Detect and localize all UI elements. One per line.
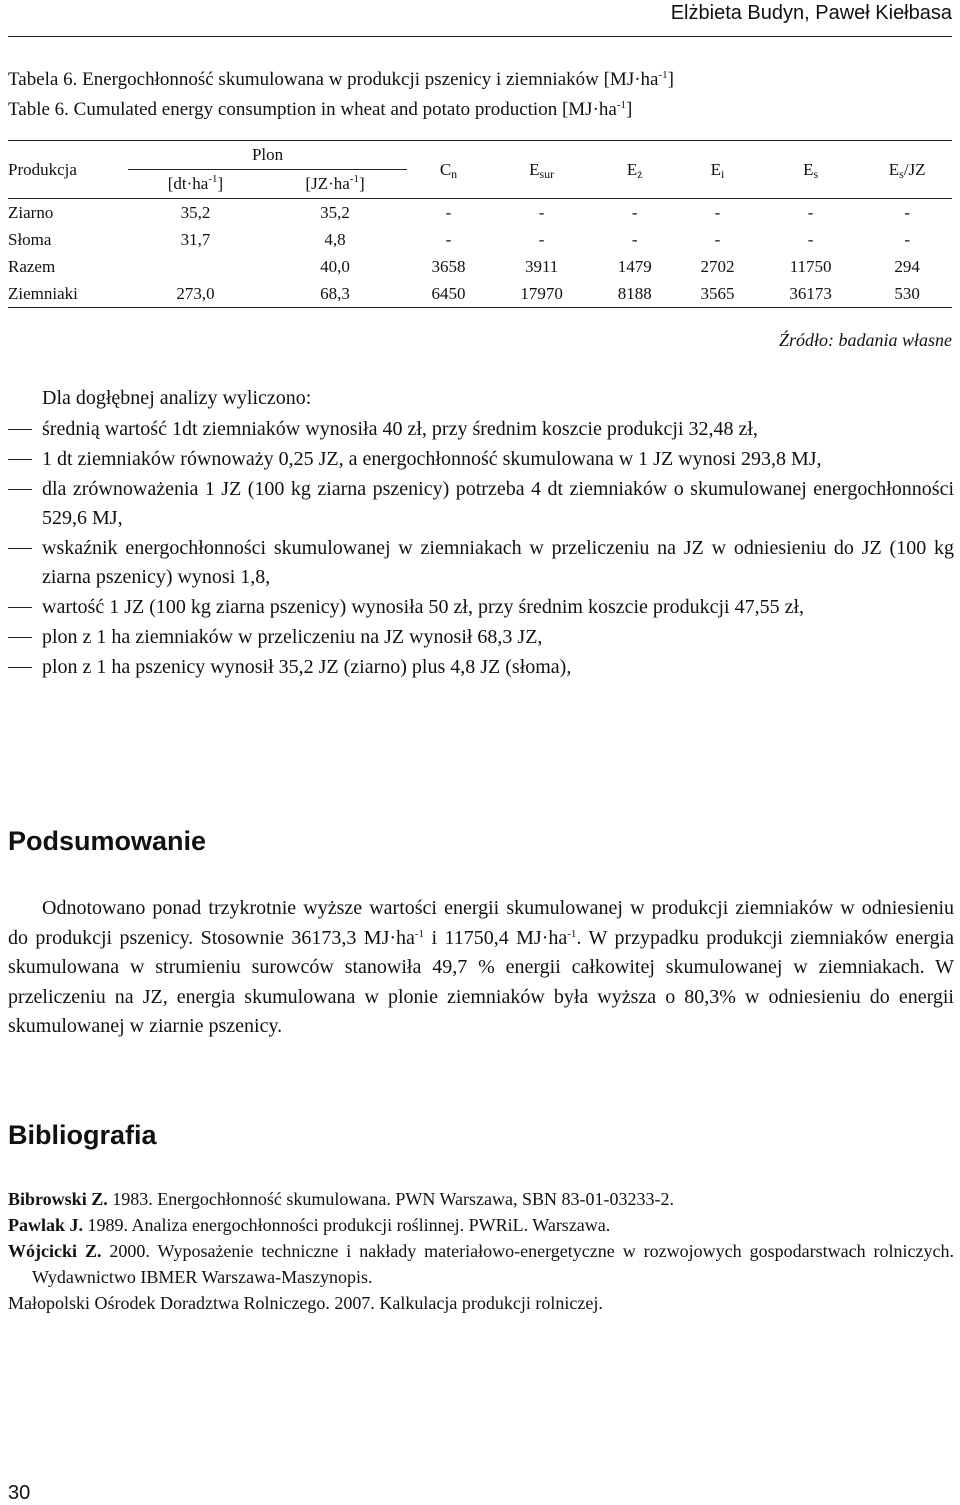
- table-cell: 3911: [524, 256, 559, 276]
- running-header: Elżbieta Budyn, Paweł Kiełbasa: [670, 2, 952, 24]
- list-item: [8, 653, 954, 682]
- table-cell: 294: [894, 256, 920, 276]
- reference-text: Małopolski Ośrodek Doradztwa Rolniczego. 2007. Kalkulacja produkcji rolniczej.: [8, 1293, 603, 1313]
- table-cell: -: [714, 202, 721, 222]
- col-ez: $E_ż$: [593, 141, 676, 199]
- col-plon-dt: $[dt\cdot ha^{-1}]$: [128, 170, 263, 199]
- list-item: [8, 593, 954, 622]
- table-cell: [128, 253, 263, 280]
- list-item-text: 1 dt ziemniaków równoważy 0,25 JZ, a energochłonność skumulowana w 1 JZ wynosi 293,8 MJ,: [42, 448, 822, 470]
- col-es: $E_s$: [759, 141, 862, 199]
- table-cell: -: [904, 202, 911, 222]
- table-row: [8, 199, 952, 227]
- table-cell: 8188: [617, 283, 652, 303]
- bibliography-entry: [8, 1238, 954, 1290]
- table-cell: 36173: [789, 283, 832, 303]
- reference-author: Wójcicki Z.: [8, 1241, 102, 1261]
- table-cell: -: [714, 229, 721, 249]
- list-item-text: plon z 1 ha ziemniaków w przeliczeniu na JZ wynosił 68,3 JZ,: [42, 626, 543, 648]
- row-label: Ziarno: [8, 202, 54, 222]
- analysis-list: [8, 415, 954, 683]
- list-item: [8, 445, 954, 474]
- table-caption-en: Table 6. Cumulated energy consumption in wheat and potato production $[MJ\cdot ha^{-1}]$: [8, 99, 633, 120]
- table-cell: -: [631, 229, 638, 249]
- table-cell: 17970: [520, 283, 563, 303]
- list-item-text: średnią wartość 1dt ziemniaków wynosiła 40 zł, przy średnim koszcie produkcji 32,48 zł,: [42, 418, 758, 440]
- analysis-intro: Dla dogłębnej analizy wyliczono:: [42, 387, 312, 409]
- energy-table: [8, 140, 952, 308]
- dash-bullet-icon: [8, 637, 32, 638]
- dash-bullet-icon: [8, 489, 32, 490]
- table-cell: 530: [894, 283, 920, 303]
- table-cell: 11750: [789, 256, 832, 276]
- col-produkcja: Produkcja: [8, 141, 128, 199]
- table-cell: -: [538, 202, 545, 222]
- dash-bullet-icon: [8, 459, 32, 460]
- table-cell: -: [445, 202, 452, 222]
- reference-text: 2000. Wyposażenie techniczne i nakłady materiałowo-energetyczne w rozwojowych gospodarstwach rolniczych. Wydawnictwo IBMER Warszawa-Maszynopis.: [32, 1241, 954, 1287]
- col-plon-jz: $[JZ\cdot ha^{-1}]$: [263, 170, 407, 199]
- table-cell: -: [538, 229, 545, 249]
- bibliography-entry: [8, 1186, 954, 1212]
- table-cell: 273,0: [176, 283, 215, 303]
- table-row: [8, 253, 952, 280]
- table-cell: 35,2: [320, 202, 350, 222]
- table-header-row: [8, 141, 952, 170]
- table-cell: 3658: [431, 256, 466, 276]
- bibliography-entry: [8, 1212, 954, 1238]
- list-item: [8, 534, 954, 592]
- bibliography-list: [8, 1186, 954, 1316]
- table-row: [8, 280, 952, 308]
- col-esur: $E_{sur}$: [490, 141, 593, 199]
- col-cn: $C_n$: [407, 141, 490, 199]
- table-body: [8, 199, 952, 308]
- reference-text: 1983. Energochłonność skumulowana. PWN Warszawa, SBN 83-01-03233-2.: [107, 1189, 674, 1209]
- table-cell: 68,3: [320, 283, 350, 303]
- col-es-jz: $E_s/JZ$: [862, 141, 952, 199]
- table-cell: 31,7: [180, 229, 211, 249]
- dash-bullet-icon: [8, 607, 32, 608]
- reference-text: 1989. Analiza energochłonności produkcji roślinnej. PWRiL. Warszawa.: [83, 1215, 611, 1235]
- table-caption-pl: Tabela 6. Energochłonność skumulowana w produkcji pszenicy i ziemniaków $[MJ\cdot ha^{-1}]$: [8, 69, 674, 90]
- dash-bullet-icon: [8, 667, 32, 668]
- bibliography-heading: Bibliografia: [8, 1120, 157, 1150]
- dash-bullet-icon: [8, 548, 32, 549]
- table-cell: -: [807, 202, 814, 222]
- page-number: 30: [8, 1482, 31, 1504]
- table-row: [8, 226, 952, 253]
- list-item: [8, 623, 954, 652]
- reference-author: Bibrowski Z.: [8, 1189, 108, 1209]
- table-cell: -: [631, 202, 638, 222]
- list-item-text: dla zrównoważenia 1 JZ (100 kg ziarna pszenicy) potrzeba 4 dt ziemniaków o skumulowanej energochłonności 529,6 MJ,: [42, 478, 954, 529]
- list-item-text: plon z 1 ha pszenicy wynosił 35,2 JZ (ziarno) plus 4,8 JZ (słoma),: [42, 656, 572, 678]
- bibliography-entry: [8, 1290, 954, 1316]
- table-cell: 6450: [431, 283, 466, 303]
- table-cell: 3565: [700, 283, 735, 303]
- dash-bullet-icon: [8, 429, 32, 430]
- header-rule: [8, 36, 952, 37]
- table-cell: 35,2: [180, 202, 211, 222]
- table-cell: 4,8: [324, 229, 346, 249]
- summary-paragraph: Odnotowano ponad trzykrotnie wyższe wartości energii skumulowanej w produkcji ziemniaków w odniesieniu do produkcji pszenicy. Stosownie 36173,3 $MJ\cdot ha^{-1}$ i 11750,4 $MJ\cdot ha^{-1}$. W przypadku produkcji ziemniaków energia skumulowana w strumieniu surowców stanowiła 49,7 % energii całkowitej skumulowanej w ziemniakach. W przeliczeniu na JZ, energia skumulowana w plonie ziemniaków była wyższa o 80,3% w odniesieniu do energii skumulowanej w ziarnie pszenicy.: [8, 897, 955, 1037]
- row-label: Ziemniaki: [8, 283, 78, 303]
- table-cell: -: [904, 229, 911, 249]
- row-label: Słoma: [8, 229, 52, 249]
- reference-author: Pawlak J.: [8, 1215, 84, 1235]
- col-ei: $E_i$: [676, 141, 759, 199]
- table-source: Źródło: badania własne: [778, 330, 952, 350]
- list-item: [8, 415, 954, 444]
- row-label: Razem: [8, 256, 56, 276]
- table-cell: -: [445, 229, 452, 249]
- col-plon: Plon: [128, 141, 407, 170]
- list-item-text: wartość 1 JZ (100 kg ziarna pszenicy) wynosiła 50 zł, przy średnim koszcie produkcji 47,55 zł,: [42, 596, 805, 618]
- table-cell: -: [807, 229, 814, 249]
- list-item: [8, 475, 954, 533]
- list-item-text: wskaźnik energochłonności skumulowanej w ziemniakach w przeliczeniu na JZ w odniesieniu do JZ (100 kg ziarna pszenicy) wynosi 1,8,: [42, 537, 954, 588]
- table-cell: 1479: [617, 256, 652, 276]
- summary-heading: Podsumowanie: [8, 826, 207, 856]
- table-cell: 2702: [700, 256, 735, 276]
- table-cell: 40,0: [320, 256, 350, 276]
